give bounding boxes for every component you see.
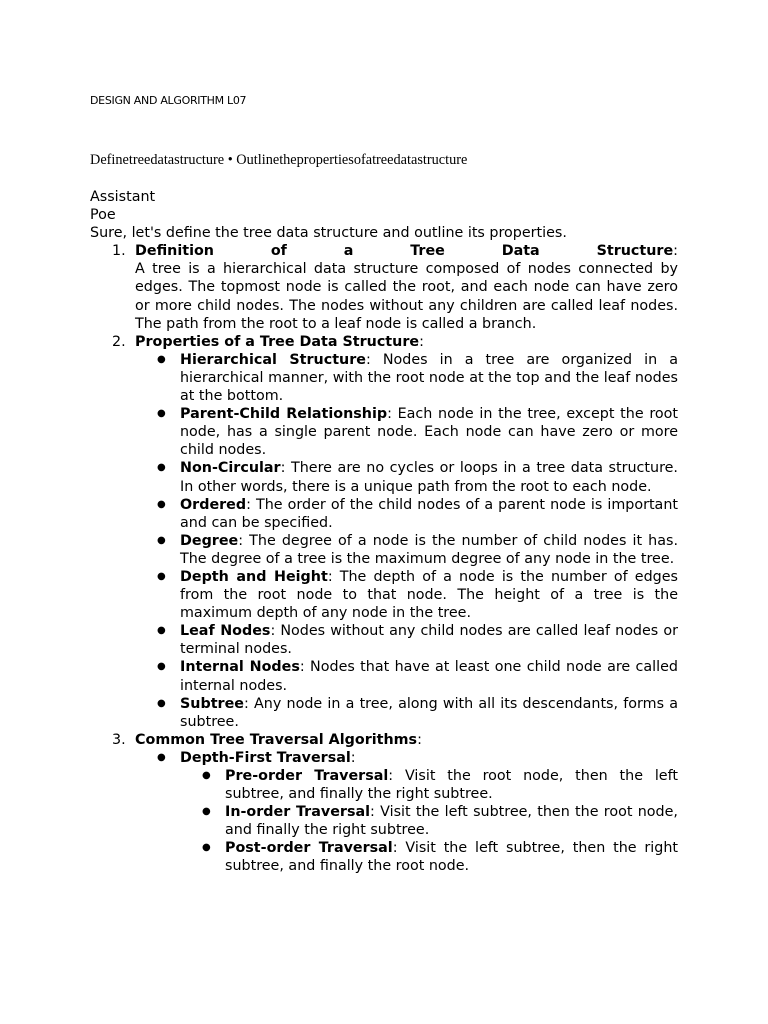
section-traversal: 3. Common Tree Traversal Algorithms: ● Depth-First Traversal: ● Pre-order Traversal: Visit the root node, then the left subtree, and finally the right subtree. ● In-order Traversal: Visit the left subtree, then the root node, and finally the right subtree. ● Post-order Traversal: Visit the left subtree, then the right subtree, and finally the root node. <box>112 731 678 875</box>
list-item: ● Pre-order Traversal: Visit the root node, then the left subtree, and finally the right subtree. <box>202 768 678 803</box>
item-term: Hierarchical Structure <box>180 351 366 368</box>
list-item: ● Internal Nodes: Nodes that have at least one child node are called internal nodes. <box>157 659 678 694</box>
item-term: Internal Nodes <box>180 659 300 676</box>
list-item: ● Parent-Child Relationship: Each node in the tree, except the root node, has a single parent node. Each node can have zero or more child nodes. <box>157 406 678 459</box>
bullet-icon: ● <box>157 498 166 510</box>
main-list <box>90 242 678 875</box>
item-term: Leaf Nodes <box>180 623 271 640</box>
item-text: Any node in a tree, along with all its descendants, forms a subtree. <box>180 695 678 730</box>
list-item: ● In-order Traversal: Visit the left subtree, then the root node, and finally the right subtree. <box>202 804 678 839</box>
list-item: ● Ordered: The order of the child nodes of a parent node is important and can be specified. <box>157 496 678 531</box>
section-title: Properties of a Tree Data Structure <box>135 333 420 350</box>
bullet-icon: ● <box>157 751 166 763</box>
list-item: ● Non-Circular: There are no cycles or loops in a tree data structure. In other words, there is a unique path from the root to each node. <box>157 460 678 495</box>
item-term: Degree <box>180 532 239 549</box>
item-term: Pre-order Traversal <box>225 768 389 784</box>
item-text: Nodes that have at least one child node are called internal nodes. <box>180 659 678 694</box>
list-item: ● Degree: The degree of a node is the number of child nodes it has. The degree of a tree is the maximum degree of any node in the tree. <box>157 532 678 567</box>
bullet-icon: ● <box>157 353 166 365</box>
section-properties: 2. Properties of a Tree Data Structure: ● Hierarchical Structure: Nodes in a tree are organized in a hierarchical manner, with the root node at the top and the leaf nodes at the bottom. ● Parent-Child Relationship: Each node in the tree, except the root node, has a single parent node. Each node can have zero or more child nodes. ● Non-Circular: There are no cycles or loops in a tree data structure. In other words, there is a unique path from the root to each node. ● Ordered: The order of the child nodes of a parent node is important and can be specified. ● Degree: The degree of a node is the number of child nodes it has. The degree of a tree is the maximum degree of any node in the tree. ● Depth and Height: The depth of a node is the number of edges from the root node to that node. The height of a tree is the maximum depth of any node in the tree. ● Leaf Nodes: Nodes without any child nodes are called leaf nodes or terminal nodes. ● Internal Nodes: Nodes that have at least one child node are called internal nodes. ● Subtree: Any node in a tree, along with all its descendants, forms a subtree. <box>112 333 678 730</box>
item-term: Post-order Traversal <box>225 840 393 857</box>
bullet-icon: ● <box>157 625 166 637</box>
topic-line: Definetreedatastructure • Outlinethepropertiesofatreedatastructure <box>90 152 468 168</box>
traversal-list <box>135 749 678 876</box>
section-number: 3. <box>112 731 126 748</box>
section-body: A tree is a hierarchical data structure composed of nodes connected by edges. The topmost node is called the root, and each node can have zero or more child nodes. The nodes without any children are called leaf nodes. The path from the root to a leaf node is called a branch. <box>135 261 678 332</box>
section-number: 2. <box>112 333 126 350</box>
item-text: The order of the child nodes of a parent node is important and can be specified. <box>180 496 678 531</box>
item-text: There are no cycles or loops in a tree data structure. In other words, there is a unique path from the root to each node. <box>180 460 678 495</box>
item-term: Subtree <box>180 695 244 712</box>
bullet-icon: ● <box>202 842 211 854</box>
item-term: Ordered <box>180 496 247 513</box>
list-item: ● Depth and Height: The depth of a node is the number of edges from the root node to that node. The height of a tree is the maximum depth of any node in the tree. <box>157 568 678 622</box>
item-text: Nodes in a tree are organized in a hierarchical manner, with the root node at the top and the leaf nodes at the bottom. <box>180 351 678 405</box>
section-definition: 1. Definition of a Tree Data Structure: A tree is a hierarchical data structure composed of nodes connected by edges. The topmost node is called the root, and each node can have zero or more child nodes. The nodes without any children are called leaf nodes. The path from the root to a leaf node is called a branch. <box>112 243 678 332</box>
item-term: Depth and Height <box>180 568 328 585</box>
list-item: ● Hierarchical Structure: Nodes in a tree are organized in a hierarchical manner, with the root node at the top and the leaf nodes at the bottom. <box>157 351 678 405</box>
intro-sentence: Sure, let's define the tree data structure and outline its properties. <box>90 225 567 242</box>
item-text: Visit the left subtree, then the root node, and finally the right subtree. <box>225 804 678 839</box>
item-text: Each node in the tree, except the root node, has a single parent node. Each node can have zero or more child nodes. <box>180 406 678 459</box>
item-text: Nodes without any child nodes are called leaf nodes or terminal nodes. <box>180 623 678 658</box>
item-text: Visit the left subtree, then the right subtree, and finally the root node. <box>225 840 678 875</box>
item-term: In-order Traversal <box>225 804 371 821</box>
traversal-sublist <box>180 767 678 876</box>
response-body <box>90 188 678 876</box>
item-term: Non-Circular <box>180 460 281 477</box>
item-text: Visit the root node, then the left subtree, and finally the right subtree. <box>225 768 678 803</box>
bullet-icon: ● <box>157 570 166 582</box>
bullet-icon: ● <box>157 661 166 673</box>
bullet-icon: ● <box>157 534 166 546</box>
item-text: The depth of a node is the number of edges from the root node to that node. The height of a tree is the maximum depth of any node in the tree. <box>180 568 678 622</box>
item-term: Parent-Child Relationship <box>180 406 388 423</box>
section-number: 1. <box>112 243 126 260</box>
bullet-icon: ● <box>202 806 211 818</box>
section-title: Common Tree Traversal Algorithms <box>135 731 418 748</box>
item-text: The degree of a node is the number of child nodes it has. The degree of a tree is the maximum degree of any node in the tree. <box>180 532 678 567</box>
bot-name: Poe <box>90 207 116 224</box>
section-title: Definition of a Tree Data Structure <box>135 243 674 260</box>
bullet-icon: ● <box>202 770 211 781</box>
properties-list <box>135 351 678 731</box>
bullet-icon: ● <box>157 408 166 420</box>
list-item: ● Subtree: Any node in a tree, along with all its descendants, forms a subtree. <box>157 695 678 730</box>
bullet-icon: ● <box>157 462 166 474</box>
item-term: Depth-First Traversal <box>180 749 351 766</box>
list-item: ● Post-order Traversal: Visit the left subtree, then the right subtree, and finally the root node. <box>202 840 678 875</box>
role-label: Assistant <box>90 189 156 205</box>
list-item: ● Depth-First Traversal: ● Pre-order Traversal: Visit the root node, then the left subtree, and finally the right subtree. ● In-order Traversal: Visit the left subtree, then the root node, and finally the right subtree. ● Post-order Traversal: Visit the left subtree, then the right subtree, and finally the root node. <box>157 749 678 875</box>
list-item: ● Leaf Nodes: Nodes without any child nodes are called leaf nodes or terminal nodes. <box>157 623 678 658</box>
bullet-icon: ● <box>157 697 166 709</box>
document-header: DESIGN AND ALGORITHM L07 <box>90 94 247 107</box>
